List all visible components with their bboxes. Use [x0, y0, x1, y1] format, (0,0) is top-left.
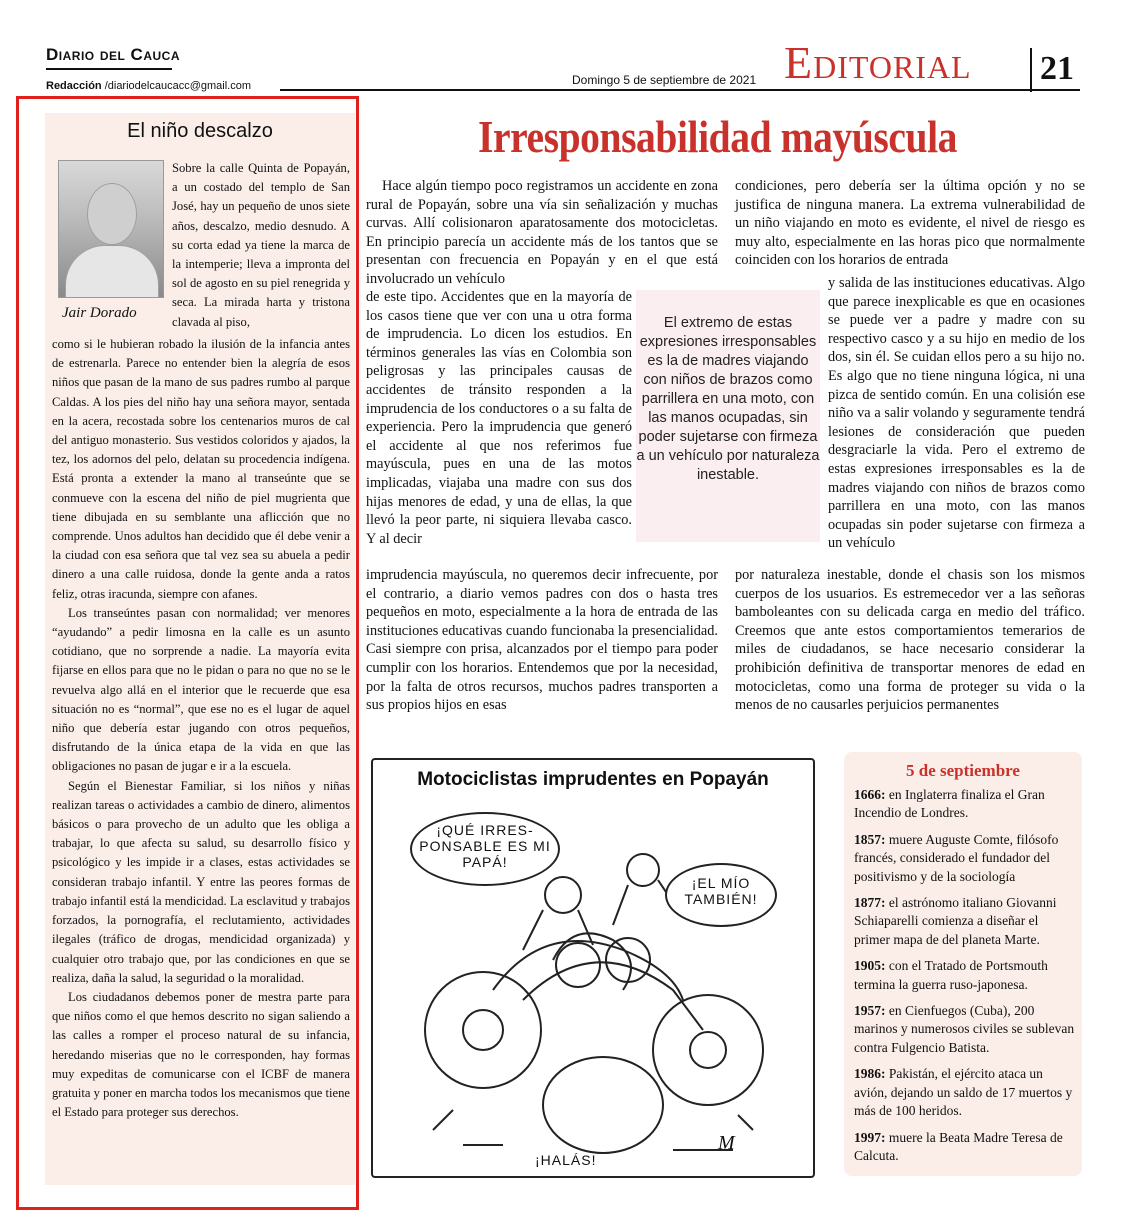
- header-rule: [280, 89, 1080, 91]
- cartoon-title: Motociclistas imprudentes en Popayán: [417, 769, 769, 790]
- ephemeris-item: [854, 1129, 1076, 1166]
- ephemeris-item: [854, 831, 1076, 886]
- photo-shirt-shape: [65, 245, 159, 298]
- ephemeris-year: 1905:: [854, 958, 886, 974]
- child-head-left: [545, 877, 581, 913]
- editorial-text: Hace algún tiempo poco registramos un accidente en zona rural de Popayán, sobre una vía sin señalización y muchas curvas. Allí colisionaron aparatosamente dos motocicletas. En principio parecía un accidente más de los tantos que se presentan con frecuencia en Popayán y en el que está involucrado un vehículo: [366, 178, 718, 287]
- redaccion-line: [46, 80, 251, 92]
- speech-bubble-left: [410, 812, 560, 886]
- editorial-col2-bottom: por naturaleza inestable, donde el chasis son los mismos cuerpos de los usuarios. Es estremecedor ver a las señoras bamboleantes con su delicada carga en medio del tráfico. Creemos que ante estos comportamientos temerarios de miles de ciudadanos, se hace necesario considerar la prohibición definitiva de transportar menores de edad en motocicletas, como una forma de proteger su vida o la menos de no causarles perjuicios permanentes: [735, 567, 1085, 714]
- author-photo: [58, 160, 164, 298]
- newspaper-name: Diario del Cauca: [46, 45, 180, 64]
- column-paragraph: Sobre la calle Quinta de Popayán, a un costado del templo de San José, hay un pequeño de unos siete años, descalzo, medio desnudo. A su corta edad ya tiene la marca de la intemperie; lleva a impronta del sol de agosto en su piel renegrida y seca. La mirada harta y tristona clavada al piso,: [172, 161, 350, 329]
- ephemeris-year: 1666:: [854, 787, 886, 802]
- column-paragraph: como si le hubieran robado la ilusión de la infancia antes de estrenarla. Parece no entender bien la alegría de esos niños que pasan de la mano de sus padres rumbo al parque Caldas. A los pies del niño hay una señora mayor, sentada en la acera, recostada sobre los centenarios muros de cal del antiguo monasterio. Sus vestidos coloridos y ajados, la tez, los adornos del pelo, delatan su procedencia indígena. Está pronta a extender la mano al transeúnte que se conmueve con la escena del niño de piel mugrienta que tiene dibujada en su semblante una aflicción que no comprende. Unos adultos han decidido que él debe venir a la ciudad con esa señora que tal vez sea su abuela a pedir dinero a una calle ruidosa, donde la gente anda a ratos feliz, otras iracunda, siempre con afanes.: [52, 337, 350, 601]
- photo-face-shape: [87, 183, 137, 245]
- redaccion-email[interactable]: /diariodelcaucacc@gmail.com: [101, 80, 251, 92]
- author-name: Jair Dorado: [62, 305, 137, 321]
- section-title: Editorial: [784, 37, 972, 88]
- ephemeris-item: [854, 957, 1076, 994]
- page-number: 21: [1040, 50, 1074, 87]
- ephemeris-text: muere la Beata Madre Teresa de Calcuta.: [854, 1129, 1063, 1163]
- ephemeris-text: muere Auguste Comte, filósofo francés, considerado el fundador del positivismo y de la sociología: [854, 831, 1059, 884]
- bubble-text: ¡EL MÍO TAMBIÉN!: [684, 875, 758, 907]
- column-paragraph: Los ciudadanos debemos poner de mestra parte para que niños como el que hemos descrito no sigan saliendo a las calles a romper el proceso natural de su infancia, heredando miserias que no le corresponden, hay formas muy expeditas de comunicarse con el ICBF de manera gratuita y poner en marcha todos los mecanismos que tiene el Estado para proteger sus derechos.: [52, 989, 350, 1120]
- ephemeris-list: [854, 786, 1076, 1173]
- editorial-col2-narrow: y salida de las instituciones educativas. Algo que parece inexplicable es que en ocasiones se puede ver a padre y madre con su respectivo casco y a su hijo en medio de los dos, sin él. Se cuidan ellos pero a su hijo no. Es algo que no tiene ninguna lógica, ni una pizca de sentido común. En una colisión ese niño va a salir volando y seguramente tendrá lesiones de consideración que pueden desgraciarle la vida. Pero el extremo de estas expresiones irresponsables es la de madres viajando con niños de brazos como parrillera en una moto, con las manos ocupadas sin poder sujetarse con firmeza a un vehículo: [828, 275, 1085, 552]
- editorial-col1-bottom: imprudencia mayúscula, no queremos decir infrecuente, por el contrario, a diario vemos padres con dos o hasta tres pequeños en moto, especialmente a la hora de entrada de las instituciones educativas cuando funcionaba la presencialidad. Casi siempre con prisa, alcanzados por el tiempo para poder cumplir con los horarios. Entendemos que por la necesidad, por la falta de otros recursos, muchos padres transporten a sus propios hijos en esas: [366, 567, 718, 714]
- ephemeris-item: [854, 894, 1076, 949]
- ephemeris-text: en Inglaterra finaliza el Gran Incendio de Londres.: [854, 787, 1045, 821]
- masthead-rule: [46, 68, 172, 70]
- child-head-right: [627, 854, 659, 886]
- ephemeris-item: [854, 786, 1076, 823]
- ephemeris-text: el astrónomo italiano Giovanni Schiaparelli comienza a diseñar el primer mapa de del planeta Marte.: [854, 895, 1057, 947]
- ephemeris-year: 1957:: [854, 1003, 886, 1019]
- overturned-wheel: [543, 1057, 663, 1153]
- column-title: El niño descalzo: [127, 120, 273, 142]
- issue-date: Domingo 5 de septiembre de 2021: [572, 73, 757, 87]
- ephemeris-year: 1997:: [854, 1129, 886, 1145]
- ephemeris-item: [854, 1002, 1076, 1057]
- ephemeris-text: en Cienfuegos (Cuba), 200 marinos y numerosos civiles se sublevan contra Fulgencio Batista.: [854, 1003, 1075, 1055]
- ephemeris-year: 1877:: [854, 895, 886, 911]
- ephemeris-title: 5 de septiembre: [906, 761, 1020, 780]
- speech-bubble-right: [665, 863, 777, 927]
- motorcycle-wheel-right: [653, 995, 763, 1105]
- ephemeris-year: 1986:: [854, 1066, 886, 1082]
- editorial-col2-top: condiciones, pero debería ser la última opción y no se justifica de ninguna manera. La extrema vulnerabilidad de un niño viajando en moto es evidente, el nivel de riesgo es muy alto, especialmente en las horas pico que normalmente coinciden con los horarios de entrada: [735, 178, 1085, 269]
- editorial-headline: Irresponsabilidad mayúscula: [478, 111, 957, 162]
- editorial-col1-narrow: de este tipo. Accidentes que en la mayoría de los casos tiene que ver con una u otra forma de imprudencia. Lo dicen los estudios. En términos generales las vías en Colombia son peligrosas y las principales causas de accidentes de tránsito responden a la imprudencia de los conductores o a su falta de experiencia. Pero la imprudencia que generó el accidente al que nos referimos fue mayúscula, pues en una de las motos implicadas, viajaba una madre con sus dos hijas menores de edad, y una de ellas, la que llevó la peor parte, ni siquiera llevaba casco. Y al decir: [366, 289, 632, 547]
- ephemeris-item: [854, 1065, 1076, 1120]
- bubble-text: ¡QUÉ IRRES-PONSABLE ES MI PAPÁ!: [419, 822, 551, 870]
- pull-quote: El extremo de estas expresiones irresponsables es la de madres viajando con niños de brazos como parrillera en una moto, con las manos ocupadas, sin poder sujetarse con firmeza a un vehículo por naturaleza inestable.: [636, 315, 820, 483]
- cartoon-sound-text: ¡HALÁS!: [535, 1152, 597, 1168]
- motorcycle-wheel-left: [425, 972, 541, 1088]
- column-paragraph: Los transeúntes pasan con normalidad; ver menores “ayudando” a pedir limosna en la calle es un asunto cotidiano, que no sorprende a nadie. La mayoría evita fijarse en ellos para que no le pidan o para no que no se le revuelva algo allá en el interior que le recuerde que esa situación no es “normal”, que ese no es el lugar de aquel niño que debería estar jugando con otros pequeños, disfrutando de la única etapa de la vida en que las obligaciones no pasan de jugar e ir a la escuela.: [52, 605, 350, 774]
- column-paragraph: Según el Bienestar Familiar, si los niños y niñas realizan tareas o actividades a cambio de dinero, alimentos básicos o para provecho de un adulto que les obliga a trabajar, lo que afecta su salud, su desarrollo físico y psicológico y les impide ir a clases, estas actividades se consideran trabajo infantil. Y entre las peores formas de trabajo infantil está la mendicidad. La esclavitud y trabajos forzados, la pornografía, el reclutamiento, actividades ilegales (tráfico de drogas, mendicidad organizada) y cualquier otro trabajo que, por las condiciones en que se realiza, daña la salud, la seguridad o la moralidad.: [52, 778, 350, 985]
- ephemeris-text: con el Tratado de Portsmouth termina la guerra ruso-japonesa.: [854, 958, 1048, 992]
- section-separator: [1030, 48, 1032, 92]
- redaccion-label: Redacción: [46, 80, 102, 92]
- editorial-col1-top: [366, 177, 718, 289]
- ephemeris-text: Pakistán, el ejército ataca un avión, dejando un saldo de 17 muertos y más de 100 heridos.: [854, 1066, 1073, 1119]
- ephemeris-year: 1857:: [854, 831, 886, 847]
- cartoonist-signature: M: [718, 1132, 735, 1154]
- column-body: [52, 335, 350, 1122]
